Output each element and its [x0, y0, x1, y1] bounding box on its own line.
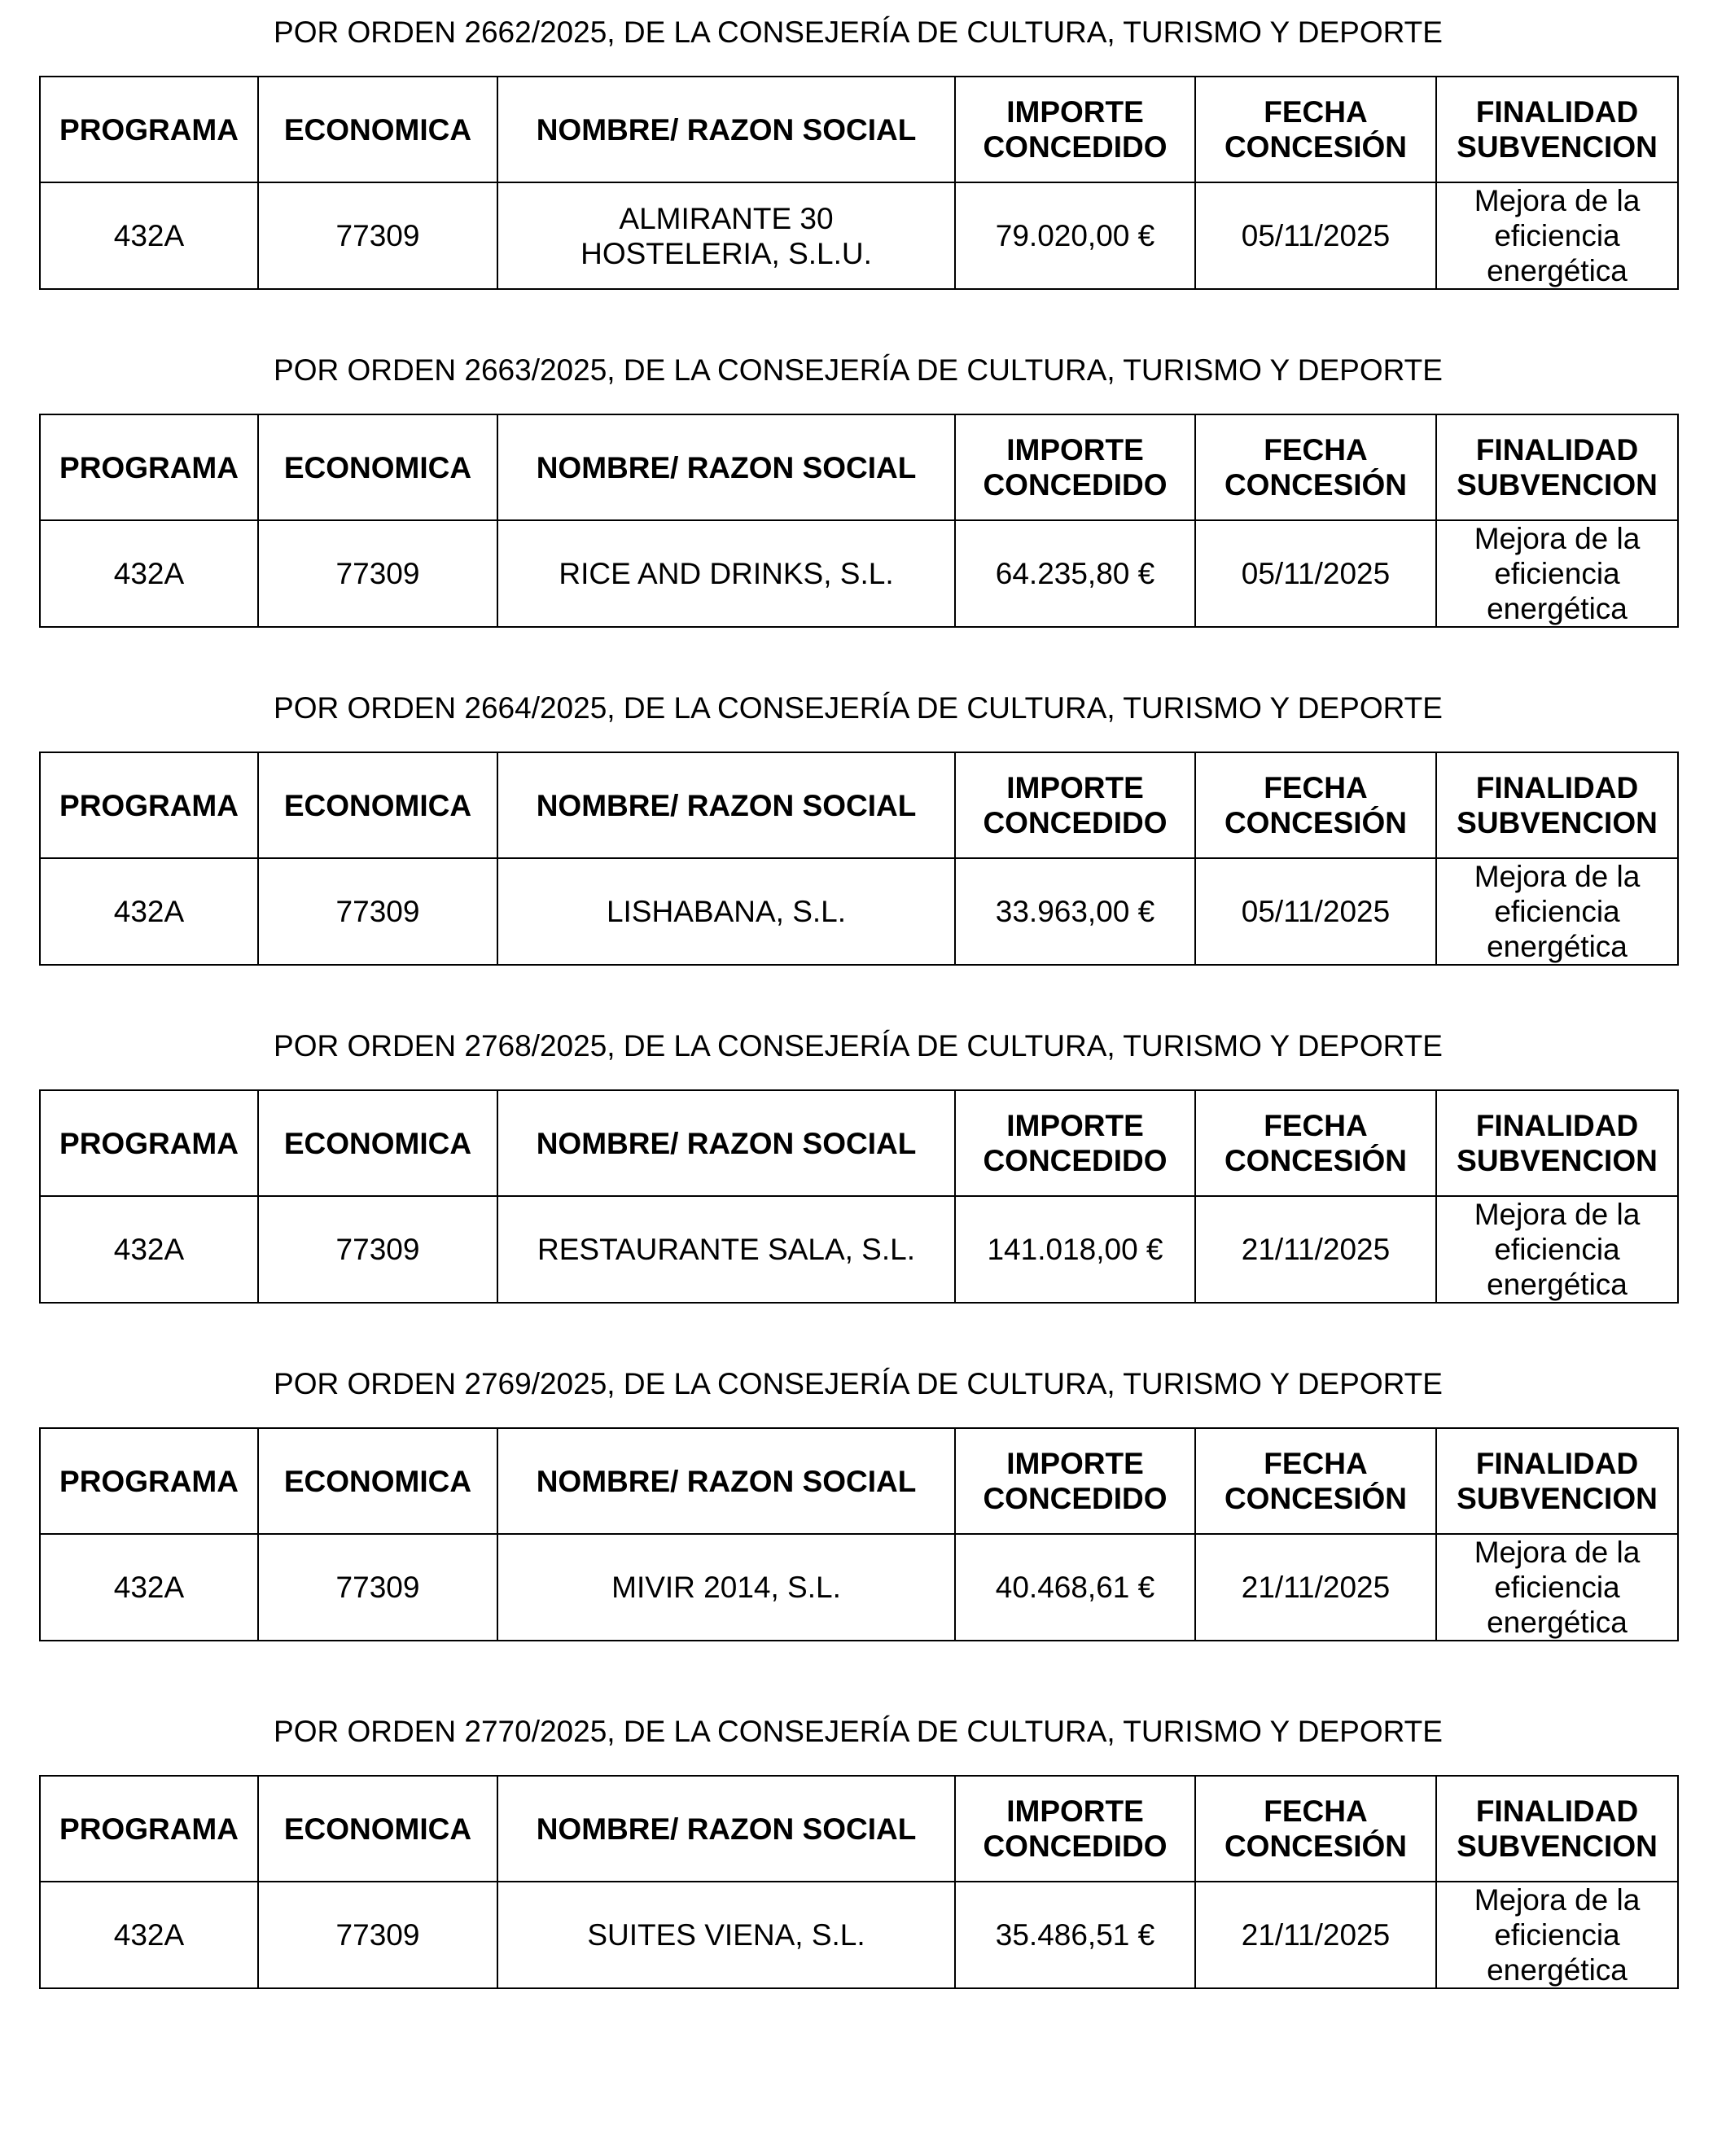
cell-economica: 77309 [258, 1534, 497, 1641]
header-finalidad-line1: FINALIDAD [1475, 95, 1639, 129]
grant-table [39, 414, 1679, 628]
header-fecha [1195, 77, 1436, 182]
header-importe-line1: IMPORTE [1006, 1794, 1144, 1828]
cell-finalidad-line1: Mejora de la [1474, 522, 1641, 555]
grant-table [39, 752, 1679, 966]
cell-finalidad-line1: Mejora de la [1474, 860, 1641, 893]
header-importe-line1: IMPORTE [1006, 1447, 1144, 1480]
table-row [40, 1196, 1678, 1303]
header-finalidad-line2: SUBVENCION [1457, 1482, 1658, 1515]
header-importe [955, 752, 1195, 858]
grant-table [39, 1775, 1679, 1989]
header-importe-line1: IMPORTE [1006, 433, 1144, 467]
header-economica: ECONOMICA [258, 1428, 497, 1534]
cell-programa: 432A [40, 182, 258, 289]
header-importe [955, 1428, 1195, 1534]
header-fecha-line2: CONCESIÓN [1224, 468, 1408, 502]
header-finalidad-line2: SUBVENCION [1457, 130, 1658, 164]
header-economica: ECONOMICA [258, 414, 497, 520]
cell-nombre-line1: ALMIRANTE 30 [619, 201, 834, 235]
cell-economica: 77309 [258, 520, 497, 627]
header-fecha-line2: CONCESIÓN [1224, 130, 1408, 164]
cell-finalidad-line3: energética [1487, 1606, 1628, 1639]
cell-finalidad-line2: eficiencia [1494, 219, 1620, 252]
cell-finalidad-line1: Mejora de la [1474, 1883, 1641, 1917]
header-programa: PROGRAMA [40, 1090, 258, 1196]
header-importe-line2: CONCEDIDO [983, 1830, 1168, 1863]
cell-finalidad-line2: eficiencia [1494, 1918, 1620, 1952]
cell-fecha: 21/11/2025 [1195, 1882, 1436, 1988]
header-row [40, 414, 1678, 520]
cell-nombre [497, 1882, 955, 1988]
cell-importe: 35.486,51 € [955, 1882, 1195, 1988]
header-finalidad-line2: SUBVENCION [1457, 806, 1658, 839]
grant-table [39, 1089, 1679, 1304]
cell-nombre [497, 182, 955, 289]
header-programa: PROGRAMA [40, 77, 258, 182]
header-fecha [1195, 1428, 1436, 1534]
cell-finalidad-line3: energética [1487, 254, 1628, 287]
section-title: POR ORDEN 2770/2025, DE LA CONSEJERÍA DE CULTURA, TURISMO Y DEPORTE [274, 1715, 1443, 1748]
header-finalidad-line2: SUBVENCION [1457, 1830, 1658, 1863]
cell-nombre-line1: MIVIR 2014, S.L. [611, 1571, 841, 1604]
header-importe [955, 1090, 1195, 1196]
cell-nombre [497, 858, 955, 965]
header-importe-line1: IMPORTE [1006, 771, 1144, 804]
header-nombre: NOMBRE/ RAZON SOCIAL [497, 77, 955, 182]
header-importe-line1: IMPORTE [1006, 95, 1144, 129]
header-row [40, 1090, 1678, 1196]
cell-programa: 432A [40, 1882, 258, 1988]
header-programa: PROGRAMA [40, 752, 258, 858]
header-finalidad [1436, 77, 1678, 182]
header-finalidad-line2: SUBVENCION [1457, 468, 1658, 502]
header-importe-line2: CONCEDIDO [983, 468, 1168, 502]
cell-fecha: 21/11/2025 [1195, 1196, 1436, 1303]
header-row [40, 1776, 1678, 1882]
header-row [40, 77, 1678, 182]
cell-finalidad-line1: Mejora de la [1474, 184, 1641, 217]
cell-finalidad [1436, 182, 1678, 289]
header-importe-line2: CONCEDIDO [983, 806, 1168, 839]
table-row [40, 858, 1678, 965]
cell-importe: 79.020,00 € [955, 182, 1195, 289]
header-fecha-line1: FECHA [1264, 1109, 1368, 1142]
cell-programa: 432A [40, 858, 258, 965]
header-fecha-line1: FECHA [1264, 433, 1368, 467]
cell-programa: 432A [40, 520, 258, 627]
header-fecha-line2: CONCESIÓN [1224, 806, 1408, 839]
cell-finalidad-line2: eficiencia [1494, 895, 1620, 928]
table-row [40, 1882, 1678, 1988]
header-fecha [1195, 414, 1436, 520]
cell-finalidad-line1: Mejora de la [1474, 1198, 1641, 1231]
header-fecha [1195, 1776, 1436, 1882]
section-title: POR ORDEN 2664/2025, DE LA CONSEJERÍA DE CULTURA, TURISMO Y DEPORTE [274, 691, 1443, 725]
header-nombre: NOMBRE/ RAZON SOCIAL [497, 414, 955, 520]
header-economica: ECONOMICA [258, 1776, 497, 1882]
header-economica: ECONOMICA [258, 77, 497, 182]
grant-table [39, 76, 1679, 290]
cell-fecha: 05/11/2025 [1195, 520, 1436, 627]
cell-finalidad-line2: eficiencia [1494, 1233, 1620, 1266]
header-importe [955, 77, 1195, 182]
header-importe-line1: IMPORTE [1006, 1109, 1144, 1142]
header-importe-line2: CONCEDIDO [983, 130, 1168, 164]
header-finalidad-line1: FINALIDAD [1475, 433, 1639, 467]
header-importe [955, 414, 1195, 520]
cell-fecha: 21/11/2025 [1195, 1534, 1436, 1641]
cell-nombre-line1: RESTAURANTE SALA, S.L. [537, 1233, 915, 1266]
cell-importe: 33.963,00 € [955, 858, 1195, 965]
header-fecha-line1: FECHA [1264, 771, 1368, 804]
cell-finalidad-line3: energética [1487, 1268, 1628, 1301]
cell-importe: 40.468,61 € [955, 1534, 1195, 1641]
header-fecha-line1: FECHA [1264, 1794, 1368, 1828]
header-finalidad [1436, 1090, 1678, 1196]
cell-programa: 432A [40, 1196, 258, 1303]
cell-nombre-line2: HOSTELERIA, S.L.U. [580, 236, 872, 270]
cell-finalidad [1436, 1534, 1678, 1641]
header-importe-line2: CONCEDIDO [983, 1144, 1168, 1177]
cell-nombre [497, 520, 955, 627]
header-finalidad-line1: FINALIDAD [1475, 1109, 1639, 1142]
cell-finalidad-line2: eficiencia [1494, 557, 1620, 590]
cell-finalidad [1436, 858, 1678, 965]
cell-economica: 77309 [258, 858, 497, 965]
cell-finalidad-line1: Mejora de la [1474, 1536, 1641, 1569]
grant-table [39, 1427, 1679, 1641]
header-finalidad-line2: SUBVENCION [1457, 1144, 1658, 1177]
header-row [40, 752, 1678, 858]
section-title: POR ORDEN 2662/2025, DE LA CONSEJERÍA DE CULTURA, TURISMO Y DEPORTE [274, 15, 1443, 49]
header-nombre: NOMBRE/ RAZON SOCIAL [497, 752, 955, 858]
header-fecha-line1: FECHA [1264, 1447, 1368, 1480]
cell-nombre [497, 1534, 955, 1641]
cell-finalidad [1436, 1196, 1678, 1303]
header-nombre: NOMBRE/ RAZON SOCIAL [497, 1776, 955, 1882]
header-finalidad-line1: FINALIDAD [1475, 1794, 1639, 1828]
header-nombre: NOMBRE/ RAZON SOCIAL [497, 1428, 955, 1534]
cell-nombre [497, 1196, 955, 1303]
header-finalidad [1436, 752, 1678, 858]
header-finalidad [1436, 1428, 1678, 1534]
section-title: POR ORDEN 2769/2025, DE LA CONSEJERÍA DE CULTURA, TURISMO Y DEPORTE [274, 1367, 1443, 1400]
cell-fecha: 05/11/2025 [1195, 182, 1436, 289]
table-row [40, 520, 1678, 627]
table-row [40, 182, 1678, 289]
cell-finalidad-line3: energética [1487, 930, 1628, 963]
header-fecha [1195, 752, 1436, 858]
cell-importe: 141.018,00 € [955, 1196, 1195, 1303]
cell-finalidad-line3: energética [1487, 592, 1628, 625]
cell-nombre-line1: SUITES VIENA, S.L. [587, 1918, 865, 1952]
header-finalidad-line1: FINALIDAD [1475, 1447, 1639, 1480]
header-fecha-line2: CONCESIÓN [1224, 1830, 1408, 1863]
header-fecha-line2: CONCESIÓN [1224, 1482, 1408, 1515]
cell-nombre-line1: RICE AND DRINKS, S.L. [559, 557, 894, 590]
section-title: POR ORDEN 2768/2025, DE LA CONSEJERÍA DE CULTURA, TURISMO Y DEPORTE [274, 1029, 1443, 1063]
header-programa: PROGRAMA [40, 1428, 258, 1534]
cell-economica: 77309 [258, 1882, 497, 1988]
header-economica: ECONOMICA [258, 752, 497, 858]
cell-finalidad [1436, 1882, 1678, 1988]
header-finalidad [1436, 414, 1678, 520]
cell-nombre-line1: LISHABANA, S.L. [606, 895, 847, 928]
header-finalidad-line1: FINALIDAD [1475, 771, 1639, 804]
cell-economica: 77309 [258, 182, 497, 289]
table-row [40, 1534, 1678, 1641]
header-nombre: NOMBRE/ RAZON SOCIAL [497, 1090, 955, 1196]
header-fecha [1195, 1090, 1436, 1196]
cell-programa: 432A [40, 1534, 258, 1641]
header-importe-line2: CONCEDIDO [983, 1482, 1168, 1515]
header-importe [955, 1776, 1195, 1882]
cell-finalidad [1436, 520, 1678, 627]
header-programa: PROGRAMA [40, 414, 258, 520]
header-economica: ECONOMICA [258, 1090, 497, 1196]
cell-finalidad-line3: energética [1487, 1953, 1628, 1987]
header-programa: PROGRAMA [40, 1776, 258, 1882]
header-fecha-line1: FECHA [1264, 95, 1368, 129]
cell-finalidad-line2: eficiencia [1494, 1571, 1620, 1604]
header-finalidad [1436, 1776, 1678, 1882]
cell-fecha: 05/11/2025 [1195, 858, 1436, 965]
header-fecha-line2: CONCESIÓN [1224, 1144, 1408, 1177]
cell-importe: 64.235,80 € [955, 520, 1195, 627]
cell-economica: 77309 [258, 1196, 497, 1303]
header-row [40, 1428, 1678, 1534]
section-title: POR ORDEN 2663/2025, DE LA CONSEJERÍA DE CULTURA, TURISMO Y DEPORTE [274, 353, 1443, 387]
